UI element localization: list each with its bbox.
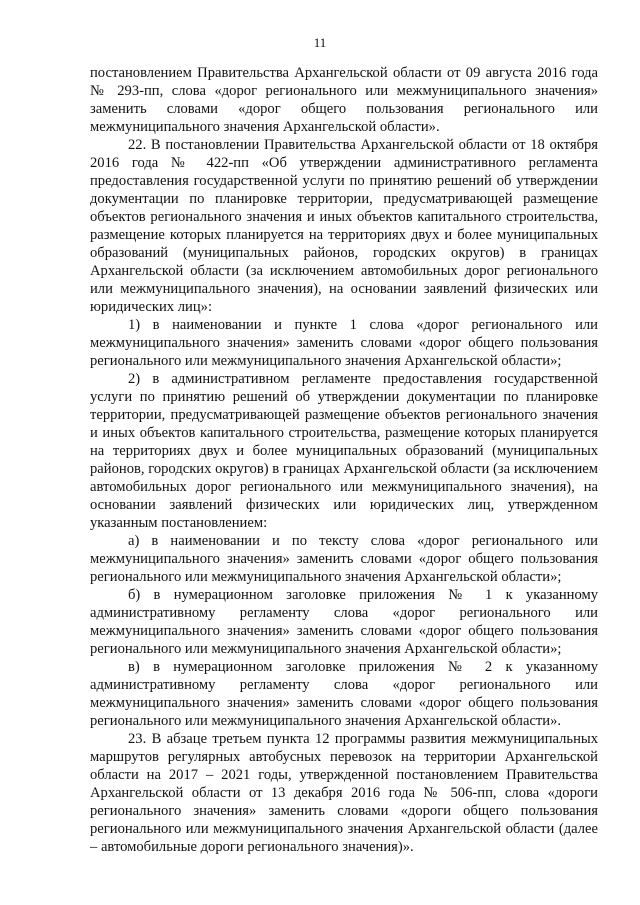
paragraph-item-23: 23. В абзаце третьем пункта 12 программы развития межмуниципальных маршрутов регулярных автобусных перевозок на территории Архангельской области на 2017 – 2021 годы, утвержденной постановлением Правительства Архангельской области от 13 декабря 2016 года № 506-пп, слова «дороги регионального значения» заменить словами «дороги общего пользования регионального или межмуниципального значения Архангельской области (далее – автомобильные дороги регионального значения)». xyxy=(90,731,598,855)
paragraph-subitem-1: 1) в наименовании и пункте 1 слова «дорог регионального или межмуниципального значения» заменить словами «дорог общего пользования регионального или межмуниципального значения Архангельской области»; xyxy=(90,317,598,369)
page-number: 11 xyxy=(313,35,327,50)
paragraph-item-22: 22. В постановлении Правительства Архангельской области от 18 октября 2016 года № 422-пп «Об утверждении административного регламента предоставления государственной услуги по принятию решений об утверждении документации по планировке территории, предусматривающей размещение объектов регионального значения и иных объектов капитального строительства, размещение которых планируется на территориях двух и более муниципальных образований (муниципальных районов, городских округов) в границах Архангельской области (за исключением автомобильных дорог регионального или межмуниципального значения), на основании заявлений физических или юридических лиц»: xyxy=(90,137,598,315)
paragraph-subitem-b: б) в нумерационном заголовке приложения № 1 к указанному административному регламенту слова «дорог регионального или межмуниципального значения» заменить словами «дорог общего пользования регионального или межмуниципального значения Архангельской области»; xyxy=(90,587,598,657)
paragraph-subitem-v: в) в нумерационном заголовке приложения № 2 к указанному административному регламенту слова «дорог регионального или межмуниципального значения» заменить словами «дорог общего пользования регионального или межмуниципального значения Архангельской области». xyxy=(90,659,598,729)
paragraph-continuation: постановлением Правительства Архангельской области от 09 августа 2016 года № 293-пп, слова «дорог регионального или межмуниципального значения» заменить словами «дорог общего пользования регионального или межмуниципального значения Архангельской области». xyxy=(90,65,598,135)
paragraph-subitem-2: 2) в административном регламенте предоставления государственной услуги по принятию решений об утверждении документации по планировке территории, предусматривающей размещение объектов регионального значения и иных объектов капитального строительства, размещение которых планируется на территориях двух и более муниципальных образований (муниципальных районов, городских округов) в границах Архангельской области (за исключением автомобильных дорог регионального или межмуниципального значения), на основании заявлений физических или юридических лиц, утвержденном указанным постановлением: xyxy=(90,371,598,531)
paragraph-subitem-a: а) в наименовании и по тексту слова «дорог регионального или межмуниципального значения» заменить словами «дорог общего пользования регионального или межмуниципального значения Архангельской области»; xyxy=(90,533,598,585)
document-body xyxy=(90,64,598,856)
